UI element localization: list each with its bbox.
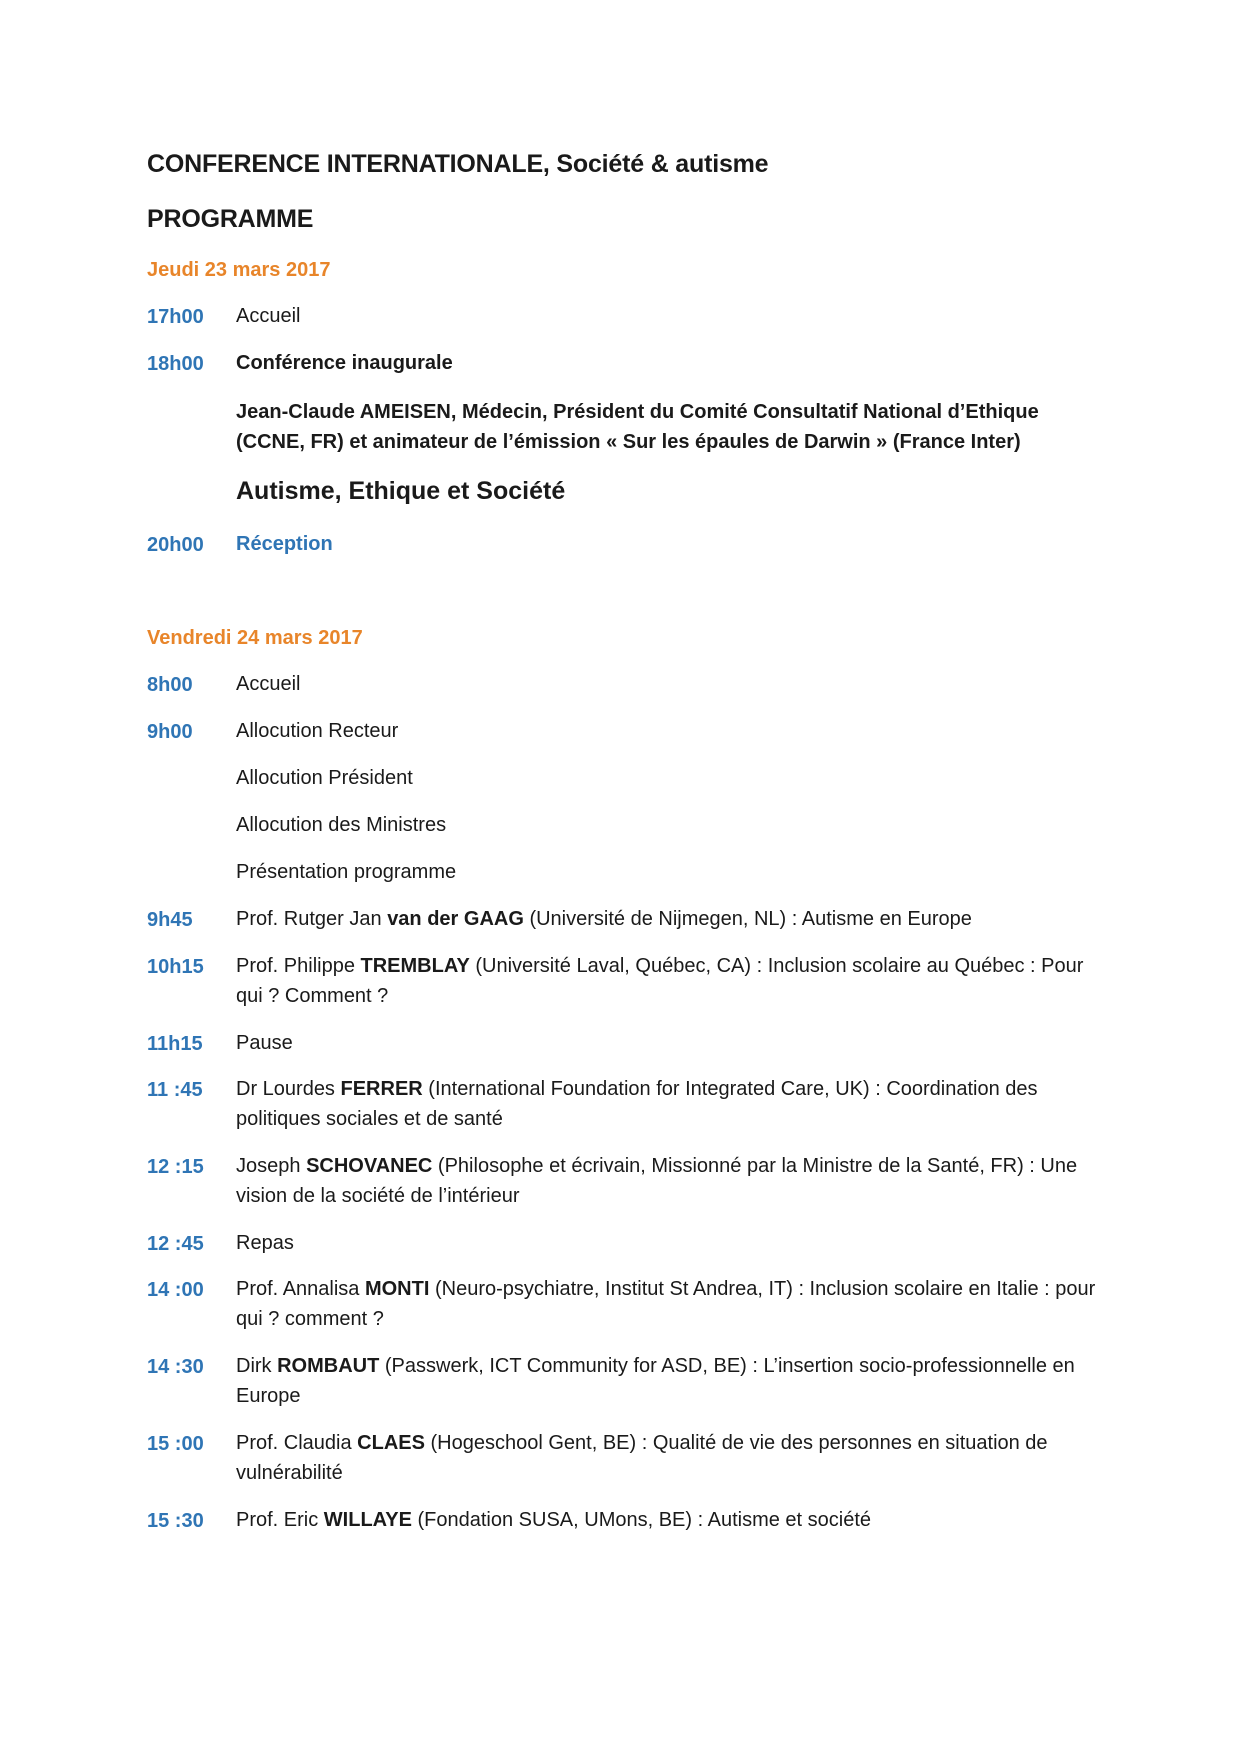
schedule-time: 12 :45 bbox=[147, 1233, 204, 1255]
speaker-name: ROMBAUT bbox=[277, 1355, 380, 1377]
schedule-time: 9h45 bbox=[147, 909, 193, 931]
schedule-time: 15 :30 bbox=[147, 1510, 204, 1532]
schedule-time: 10h15 bbox=[147, 956, 204, 978]
schedule-time: 9h00 bbox=[147, 721, 193, 743]
speaker-name: TREMBLAY bbox=[360, 955, 470, 977]
schedule-text: Prof. Rutger Jan van der GAAG (Université de Nijmegen, NL) : Autisme en Europe bbox=[236, 908, 972, 930]
speaker-name: WILLAYE bbox=[323, 1509, 412, 1531]
keynote-talk-title: Autisme, Ethique et Société bbox=[236, 477, 566, 505]
schedule-time: 11h15 bbox=[147, 1033, 203, 1055]
schedule-time: 11 :45 bbox=[147, 1079, 203, 1101]
schedule-text: Accueil bbox=[236, 673, 301, 695]
schedule-text: Prof. Eric WILLAYE (Fondation SUSA, UMons, BE) : Autisme et société bbox=[236, 1509, 872, 1531]
schedule-time: 8h00 bbox=[147, 674, 193, 696]
day1-date: Jeudi 23 mars 2017 bbox=[147, 259, 331, 281]
schedule-text: Allocution des Ministres bbox=[236, 814, 447, 836]
speaker-name: MONTI bbox=[364, 1278, 430, 1300]
schedule-time: 14 :30 bbox=[147, 1356, 204, 1378]
schedule-text: Prof. Annalisa MONTI (Neuro-psychiatre, Institut St Andrea, IT) : Inclusion scolaire en Italie : pour qui ? comment ? bbox=[236, 1278, 1096, 1330]
schedule-text: Allocution Recteur bbox=[236, 720, 399, 742]
schedule-text: Dr Lourdes FERRER (International Foundation for Integrated Care, UK) : Coordination des politiques sociales et de santé bbox=[236, 1078, 1038, 1130]
schedule-text: Conférence inaugurale bbox=[236, 352, 453, 374]
schedule-text: Pause bbox=[236, 1032, 293, 1054]
schedule-text: Réception bbox=[236, 533, 333, 555]
schedule-time: 17h00 bbox=[147, 306, 204, 328]
speaker-name: FERRER bbox=[340, 1078, 423, 1100]
schedule-time: 12 :15 bbox=[147, 1156, 204, 1178]
programme-heading: PROGRAMME bbox=[147, 205, 314, 233]
speaker-name: SCHOVANEC bbox=[306, 1155, 433, 1177]
schedule-time: 14 :00 bbox=[147, 1279, 204, 1301]
schedule-text: Présentation programme bbox=[236, 861, 457, 883]
schedule-text: Accueil bbox=[236, 305, 301, 327]
schedule-time: 18h00 bbox=[147, 353, 204, 375]
schedule-time: 20h00 bbox=[147, 534, 204, 556]
day2-date: Vendredi 24 mars 2017 bbox=[147, 627, 363, 649]
schedule-text: Repas bbox=[236, 1232, 294, 1254]
schedule-text: Allocution Président bbox=[236, 767, 413, 789]
schedule-text: Dirk ROMBAUT (Passwerk, ICT Community for ASD, BE) : L’insertion socio-professionnelle en Europe bbox=[236, 1355, 1075, 1407]
keynote-speaker: Jean-Claude AMEISEN, Médecin, Président du Comité Consultatif National d’Ethique (CCNE, FR) et animateur de l’émission « Sur les épaules de Darwin » (France Inter) bbox=[236, 401, 1039, 453]
speaker-name: van der GAAG bbox=[387, 908, 524, 930]
schedule-time: 15 :00 bbox=[147, 1433, 204, 1455]
schedule-text: Prof. Philippe TREMBLAY (Université Laval, Québec, CA) : Inclusion scolaire au Québec : Pour qui ? Comment ? bbox=[236, 955, 1084, 1007]
conference-title: CONFERENCE INTERNATIONALE, Société & autisme bbox=[147, 150, 769, 178]
schedule-text: Prof. Claudia CLAES (Hogeschool Gent, BE) : Qualité de vie des personnes en situation de vulnérabilité bbox=[236, 1432, 1048, 1484]
schedule-text: Joseph SCHOVANEC (Philosophe et écrivain, Missionné par la Ministre de la Santé, FR) : Une vision de la société de l’intérieur bbox=[236, 1155, 1078, 1207]
speaker-name: CLAES bbox=[357, 1432, 425, 1454]
